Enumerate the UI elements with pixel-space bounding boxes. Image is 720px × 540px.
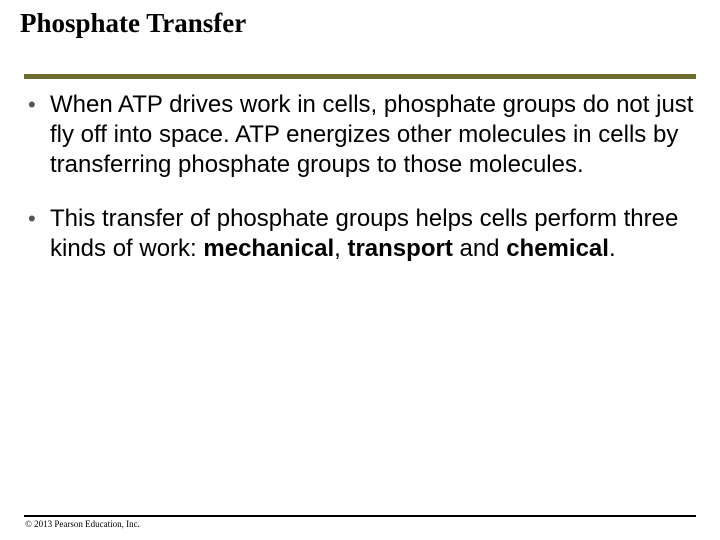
separator: , [334, 235, 348, 262]
bullet-item-atp-work [24, 90, 704, 180]
title-divider [24, 74, 696, 79]
separator: and [452, 235, 507, 262]
bullet-text: This transfer of phosphate groups helps cells perform three kinds of work: [50, 205, 679, 262]
bullet-dot-icon: • [28, 92, 36, 117]
bullet-item-kinds-of-work [24, 204, 704, 264]
term-mechanical: mechanical [203, 235, 335, 262]
bullet-text: When ATP drives work in cells, phosphate groups do not just fly off into space. ATP energizes other molecules in cells by transferring phosphate groups to those molecules. [50, 91, 694, 178]
bullet-dot-icon: • [28, 206, 36, 231]
sentence-end: . [608, 235, 616, 262]
slide-title: Phosphate Transfer [20, 8, 247, 38]
bullet-list [24, 90, 704, 288]
term-chemical: chemical [506, 235, 609, 262]
term-transport: transport [347, 235, 453, 262]
footer-divider [24, 515, 696, 517]
copyright-notice: © 2013 Pearson Education, Inc. [25, 519, 140, 529]
